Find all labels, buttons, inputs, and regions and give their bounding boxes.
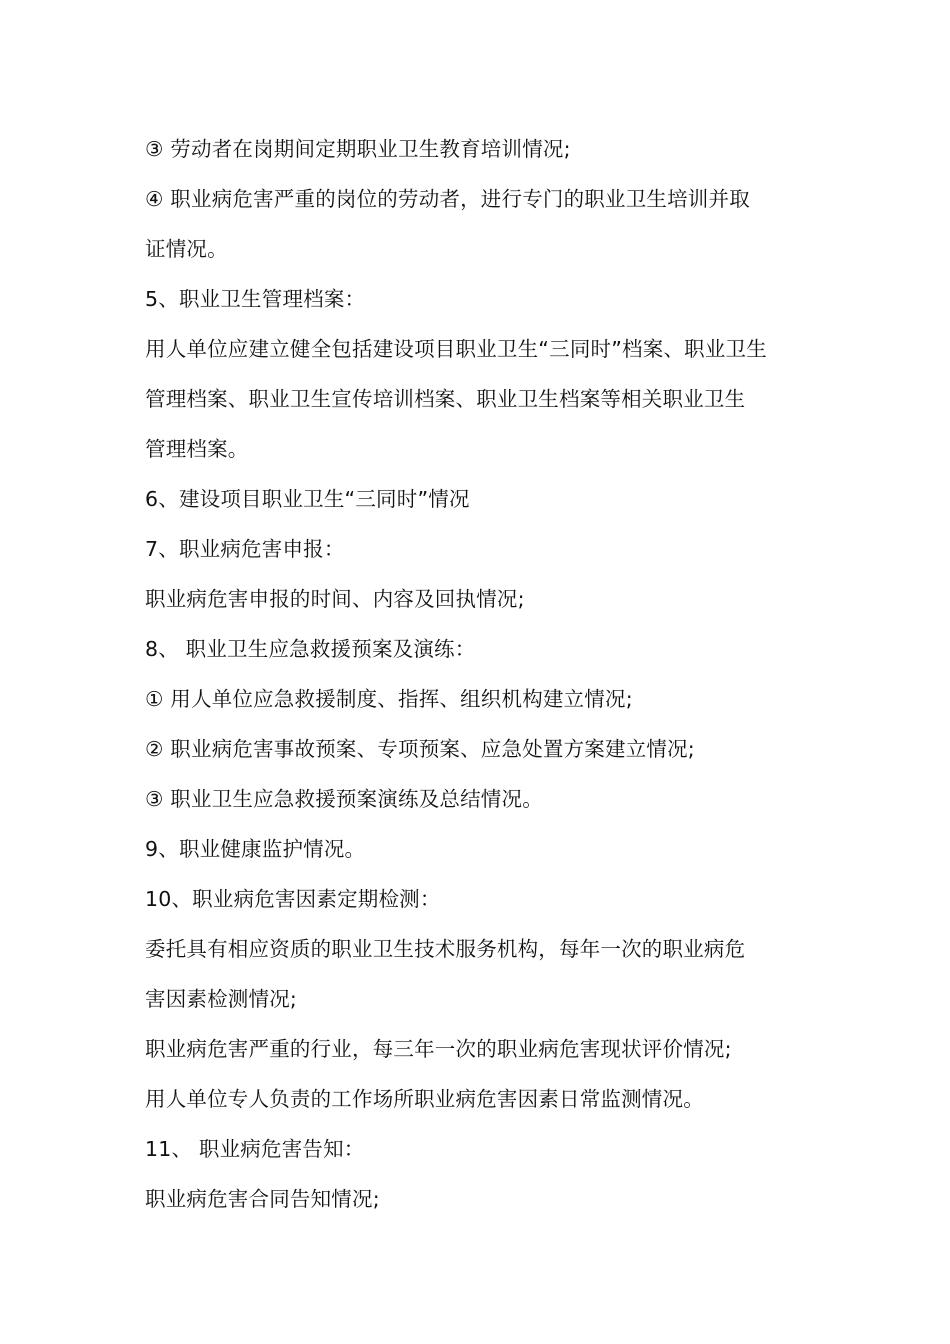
text-line: ③ 职业卫生应急救援预案演练及总结情况。 bbox=[145, 787, 543, 811]
text-line: 管理档案、职业卫生宣传培训档案、职业卫生档案等相关职业卫生 bbox=[145, 387, 746, 411]
text-line: ③ 劳动者在岗期间定期职业卫生教育培训情况; bbox=[145, 137, 571, 161]
section-heading: 6、建设项目职业卫生“三同时”情况 bbox=[145, 487, 470, 511]
section-heading: 7、职业病危害申报： bbox=[145, 537, 345, 561]
section-heading: 8、 职业卫生应急救援预案及演练： bbox=[145, 637, 476, 661]
text-line: 职业病危害合同告知情况; bbox=[145, 1187, 380, 1211]
section-heading: 10、职业病危害因素定期检测： bbox=[145, 887, 441, 911]
section-heading: 11、 职业病危害告知： bbox=[145, 1137, 365, 1161]
text-line: 用人单位应建立健全包括建设项目职业卫生“三同时”档案、职业卫生 bbox=[145, 337, 767, 361]
text-line: ① 用人单位应急救援制度、指挥、组织机构建立情况; bbox=[145, 687, 633, 711]
section-heading: 9、职业健康监护情况。 bbox=[145, 837, 366, 861]
text-line: 管理档案。 bbox=[145, 437, 249, 461]
text-line: 职业病危害申报的时间、内容及回执情况; bbox=[145, 587, 525, 611]
section-heading: 5、职业卫生管理档案： bbox=[145, 287, 366, 311]
text-line: 委托具有相应资质的职业卫生技术服务机构，每年一次的职业病危 bbox=[145, 937, 746, 961]
text-line: 害因素检测情况; bbox=[145, 987, 298, 1011]
text-line: ④ 职业病危害严重的岗位的劳动者，进行专门的职业卫生培训并取 bbox=[145, 187, 750, 211]
text-line: 用人单位专人负责的工作场所职业病危害因素日常监测情况。 bbox=[145, 1087, 704, 1111]
text-line: 职业病危害严重的行业，每三年一次的职业病危害现状评价情况; bbox=[145, 1037, 732, 1061]
text-line: 证情况。 bbox=[145, 237, 228, 261]
document-page bbox=[145, 124, 813, 1224]
text-line: ② 职业病危害事故预案、专项预案、应急处置方案建立情况; bbox=[145, 737, 695, 761]
